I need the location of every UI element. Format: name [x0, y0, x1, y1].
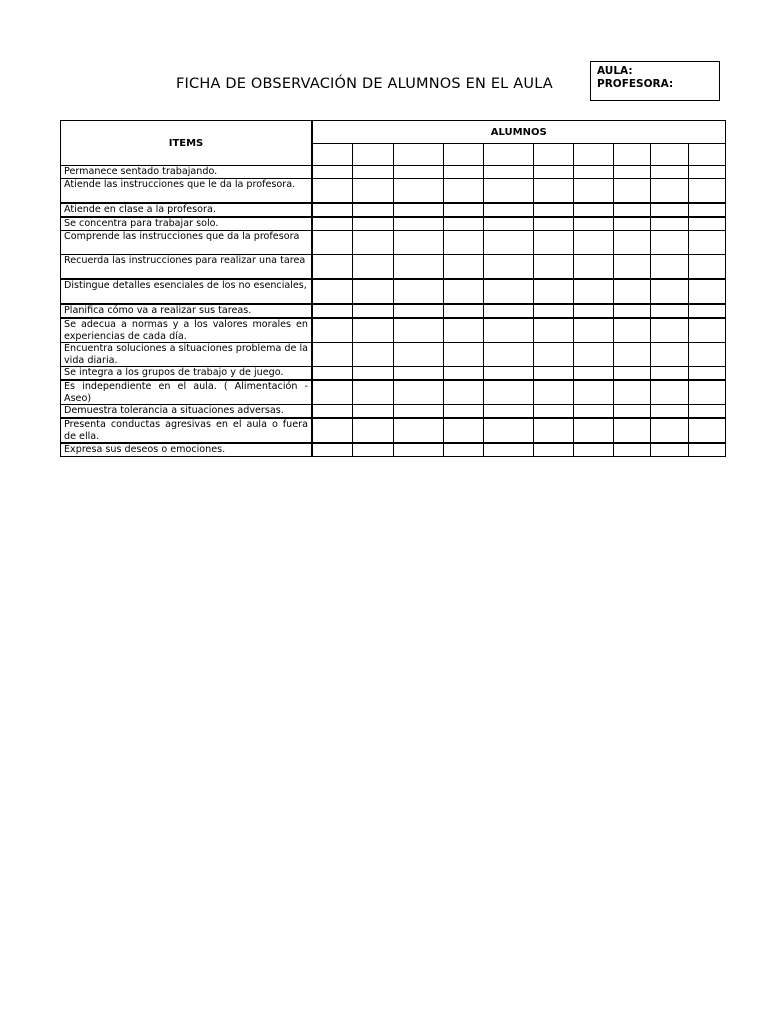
observation-cell[interactable] — [613, 203, 650, 217]
observation-cell[interactable] — [352, 380, 393, 405]
observation-cell[interactable] — [312, 304, 352, 318]
observation-cell[interactable] — [312, 318, 352, 343]
observation-cell[interactable] — [312, 217, 352, 231]
observation-cell[interactable] — [352, 217, 393, 231]
observation-cell[interactable] — [613, 166, 650, 179]
observation-cell[interactable] — [573, 166, 613, 179]
aula-label: AULA: — [597, 65, 633, 77]
observation-cell[interactable] — [483, 343, 533, 367]
observation-cell[interactable] — [688, 231, 725, 255]
observation-cell[interactable] — [393, 217, 443, 231]
observation-cell[interactable] — [573, 405, 613, 419]
observation-cell[interactable] — [443, 279, 483, 304]
item-label: Demuestra tolerancia a situaciones adversas. — [61, 405, 313, 419]
table-row — [61, 279, 726, 304]
observation-cell[interactable] — [613, 255, 650, 280]
observation-cell[interactable] — [443, 217, 483, 231]
observation-cell[interactable] — [312, 367, 352, 381]
student-name-cell[interactable] — [393, 144, 443, 166]
observation-cell[interactable] — [688, 405, 725, 419]
observation-cell[interactable] — [650, 217, 688, 231]
observation-cell[interactable] — [483, 380, 533, 405]
observation-cell[interactable] — [483, 217, 533, 231]
observation-cell[interactable] — [688, 343, 725, 367]
item-label: Planifica cómo va a realizar sus tareas. — [61, 304, 313, 318]
observation-cell[interactable] — [483, 405, 533, 419]
observation-cell[interactable] — [650, 405, 688, 419]
table-row — [61, 217, 726, 231]
item-label: Se adecua a normas y a los valores morales en experiencias de cada día. — [61, 318, 313, 343]
observation-cell[interactable] — [650, 443, 688, 457]
observation-cell[interactable] — [483, 179, 533, 204]
student-name-cell[interactable] — [352, 144, 393, 166]
observation-cell[interactable] — [573, 179, 613, 204]
table-row — [61, 179, 726, 204]
observation-cell[interactable] — [393, 418, 443, 443]
observation-cell[interactable] — [393, 380, 443, 405]
item-label: Expresa sus deseos o emociones. — [61, 443, 313, 457]
observation-cell[interactable] — [352, 318, 393, 343]
observation-cell[interactable] — [483, 418, 533, 443]
observation-cell[interactable] — [688, 166, 725, 179]
observation-cell[interactable] — [613, 367, 650, 381]
observation-cell[interactable] — [573, 343, 613, 367]
observation-cell[interactable] — [443, 304, 483, 318]
observation-cell[interactable] — [650, 279, 688, 304]
student-name-cell[interactable] — [312, 144, 352, 166]
observation-cell[interactable] — [443, 318, 483, 343]
observation-cell[interactable] — [443, 367, 483, 381]
observation-cell[interactable] — [533, 343, 573, 367]
observation-cell[interactable] — [650, 380, 688, 405]
observation-cell[interactable] — [312, 255, 352, 280]
student-name-cell[interactable] — [613, 144, 650, 166]
observation-cell[interactable] — [483, 279, 533, 304]
observation-cell[interactable] — [393, 343, 443, 367]
observation-cell[interactable] — [613, 418, 650, 443]
observation-cell[interactable] — [312, 405, 352, 419]
observation-cell[interactable] — [393, 405, 443, 419]
observation-cell[interactable] — [533, 179, 573, 204]
table-row — [61, 343, 726, 367]
observation-cell[interactable] — [573, 279, 613, 304]
observation-cell[interactable] — [352, 367, 393, 381]
observation-cell[interactable] — [573, 231, 613, 255]
observation-cell[interactable] — [573, 443, 613, 457]
observation-cell[interactable] — [533, 443, 573, 457]
observation-cell[interactable] — [650, 255, 688, 280]
observation-cell[interactable] — [573, 418, 613, 443]
item-label: Se concentra para trabajar solo. — [61, 217, 313, 231]
observation-cell[interactable] — [483, 231, 533, 255]
observation-cell[interactable] — [483, 318, 533, 343]
observation-cell[interactable] — [393, 166, 443, 179]
page-title: FICHA DE OBSERVACIÓN DE ALUMNOS EN EL AULA — [176, 76, 553, 92]
observation-cell[interactable] — [613, 380, 650, 405]
observation-cell[interactable] — [650, 418, 688, 443]
observation-cell[interactable] — [533, 231, 573, 255]
observation-cell[interactable] — [688, 217, 725, 231]
observation-cell[interactable] — [533, 367, 573, 381]
observation-cell[interactable] — [443, 179, 483, 204]
observation-cell[interactable] — [650, 203, 688, 217]
table-row — [61, 166, 726, 179]
student-name-cell[interactable] — [483, 144, 533, 166]
observation-cell[interactable] — [393, 443, 443, 457]
table-row — [61, 405, 726, 419]
observation-cell[interactable] — [613, 179, 650, 204]
table-row — [61, 255, 726, 280]
observation-cell[interactable] — [393, 304, 443, 318]
observation-cell[interactable] — [650, 318, 688, 343]
observation-cell[interactable] — [352, 405, 393, 419]
observation-cell[interactable] — [688, 318, 725, 343]
observation-cell[interactable] — [613, 405, 650, 419]
observation-cell[interactable] — [443, 380, 483, 405]
observation-cell[interactable] — [483, 304, 533, 318]
observation-cell[interactable] — [650, 166, 688, 179]
table-row — [61, 318, 726, 343]
observation-cell[interactable] — [443, 443, 483, 457]
observation-cell[interactable] — [483, 166, 533, 179]
observation-cell[interactable] — [688, 367, 725, 381]
observation-cell[interactable] — [443, 231, 483, 255]
observation-cell[interactable] — [393, 179, 443, 204]
observation-cell[interactable] — [312, 343, 352, 367]
observation-cell[interactable] — [352, 231, 393, 255]
observation-cell[interactable] — [533, 304, 573, 318]
observation-cell[interactable] — [312, 166, 352, 179]
observation-cell[interactable] — [483, 203, 533, 217]
observation-cell[interactable] — [533, 217, 573, 231]
observation-cell[interactable] — [443, 255, 483, 280]
observation-cell[interactable] — [352, 166, 393, 179]
observation-cell[interactable] — [533, 166, 573, 179]
table-row — [61, 304, 726, 318]
observation-cell[interactable] — [688, 179, 725, 204]
observation-cell[interactable] — [393, 279, 443, 304]
observation-cell[interactable] — [312, 443, 352, 457]
observation-cell[interactable] — [312, 231, 352, 255]
observation-cell[interactable] — [443, 418, 483, 443]
observation-cell[interactable] — [352, 443, 393, 457]
observation-cell[interactable] — [312, 279, 352, 304]
observation-cell[interactable] — [573, 217, 613, 231]
item-label: Atiende en clase a la profesora. — [61, 203, 313, 217]
item-label: Recuerda las instrucciones para realizar una tarea — [61, 255, 313, 280]
item-label: Se integra a los grupos de trabajo y de juego. — [61, 367, 313, 381]
observation-cell[interactable] — [650, 231, 688, 255]
observation-cell[interactable] — [533, 318, 573, 343]
observation-cell[interactable] — [650, 304, 688, 318]
observation-cell[interactable] — [688, 203, 725, 217]
observation-cell[interactable] — [533, 279, 573, 304]
observation-cell[interactable] — [573, 255, 613, 280]
observation-cell[interactable] — [688, 255, 725, 280]
observation-table — [60, 120, 726, 457]
student-name-cell[interactable] — [573, 144, 613, 166]
observation-cell[interactable] — [573, 380, 613, 405]
observation-cell[interactable] — [533, 255, 573, 280]
observation-cell[interactable] — [573, 304, 613, 318]
observation-cell[interactable] — [443, 405, 483, 419]
observation-cell[interactable] — [393, 203, 443, 217]
table-row — [61, 380, 726, 405]
observation-cell[interactable] — [352, 418, 393, 443]
student-name-cell[interactable] — [533, 144, 573, 166]
observation-cell[interactable] — [312, 203, 352, 217]
item-label: Distingue detalles esenciales de los no esenciales, — [61, 279, 313, 304]
item-label: Atiende las instrucciones que le da la profesora. — [61, 179, 313, 204]
table-row — [61, 203, 726, 217]
alumnos-header: ALUMNOS — [312, 121, 725, 144]
item-label: Permanece sentado trabajando. — [61, 166, 313, 179]
observation-cell[interactable] — [393, 255, 443, 280]
observation-cell[interactable] — [650, 179, 688, 204]
table-row — [61, 367, 726, 381]
observation-cell[interactable] — [393, 231, 443, 255]
observation-cell[interactable] — [393, 318, 443, 343]
observation-cell[interactable] — [352, 203, 393, 217]
table-row — [61, 231, 726, 255]
class-info-box — [590, 61, 720, 101]
observation-cell[interactable] — [613, 443, 650, 457]
item-label: Presenta conductas agresivas en el aula o fuera de ella. — [61, 418, 313, 443]
profesora-label: PROFESORA: — [597, 78, 674, 90]
observation-cell[interactable] — [443, 203, 483, 217]
observation-cell[interactable] — [613, 304, 650, 318]
observation-cell[interactable] — [533, 203, 573, 217]
observation-cell[interactable] — [613, 343, 650, 367]
items-header: ITEMS — [61, 121, 313, 166]
observation-cell[interactable] — [613, 231, 650, 255]
table-row — [61, 443, 726, 457]
observation-cell[interactable] — [573, 203, 613, 217]
observation-cell[interactable] — [688, 443, 725, 457]
item-label: Comprende las instrucciones que da la profesora — [61, 231, 313, 255]
observation-cell[interactable] — [613, 279, 650, 304]
observation-cell[interactable] — [443, 166, 483, 179]
observation-cell[interactable] — [352, 279, 393, 304]
item-label: Encuentra soluciones a situaciones problema de la vida diaria. — [61, 343, 313, 367]
observation-cell[interactable] — [573, 318, 613, 343]
observation-cell[interactable] — [613, 217, 650, 231]
observation-cell[interactable] — [533, 380, 573, 405]
student-name-cell[interactable] — [688, 144, 725, 166]
observation-cell[interactable] — [688, 304, 725, 318]
item-label: Es independiente en el aula. ( Alimentación - Aseo) — [61, 380, 313, 405]
observation-cell[interactable] — [483, 443, 533, 457]
observation-cell[interactable] — [688, 380, 725, 405]
student-name-cell[interactable] — [650, 144, 688, 166]
observation-cell[interactable] — [483, 255, 533, 280]
observation-cell[interactable] — [613, 318, 650, 343]
observation-cell[interactable] — [312, 179, 352, 204]
observation-cell[interactable] — [352, 179, 393, 204]
student-name-cell[interactable] — [443, 144, 483, 166]
table-row — [61, 418, 726, 443]
observation-cell[interactable] — [688, 418, 725, 443]
observation-cell[interactable] — [650, 343, 688, 367]
observation-cell[interactable] — [533, 405, 573, 419]
observation-cell[interactable] — [312, 418, 352, 443]
observation-cell[interactable] — [688, 279, 725, 304]
observation-cell[interactable] — [533, 418, 573, 443]
observation-cell[interactable] — [573, 367, 613, 381]
observation-cell[interactable] — [483, 367, 533, 381]
observation-cell[interactable] — [650, 367, 688, 381]
observation-cell[interactable] — [443, 343, 483, 367]
observation-cell[interactable] — [352, 255, 393, 280]
observation-cell[interactable] — [352, 304, 393, 318]
observation-cell[interactable] — [393, 367, 443, 381]
observation-cell[interactable] — [352, 343, 393, 367]
observation-cell[interactable] — [312, 380, 352, 405]
